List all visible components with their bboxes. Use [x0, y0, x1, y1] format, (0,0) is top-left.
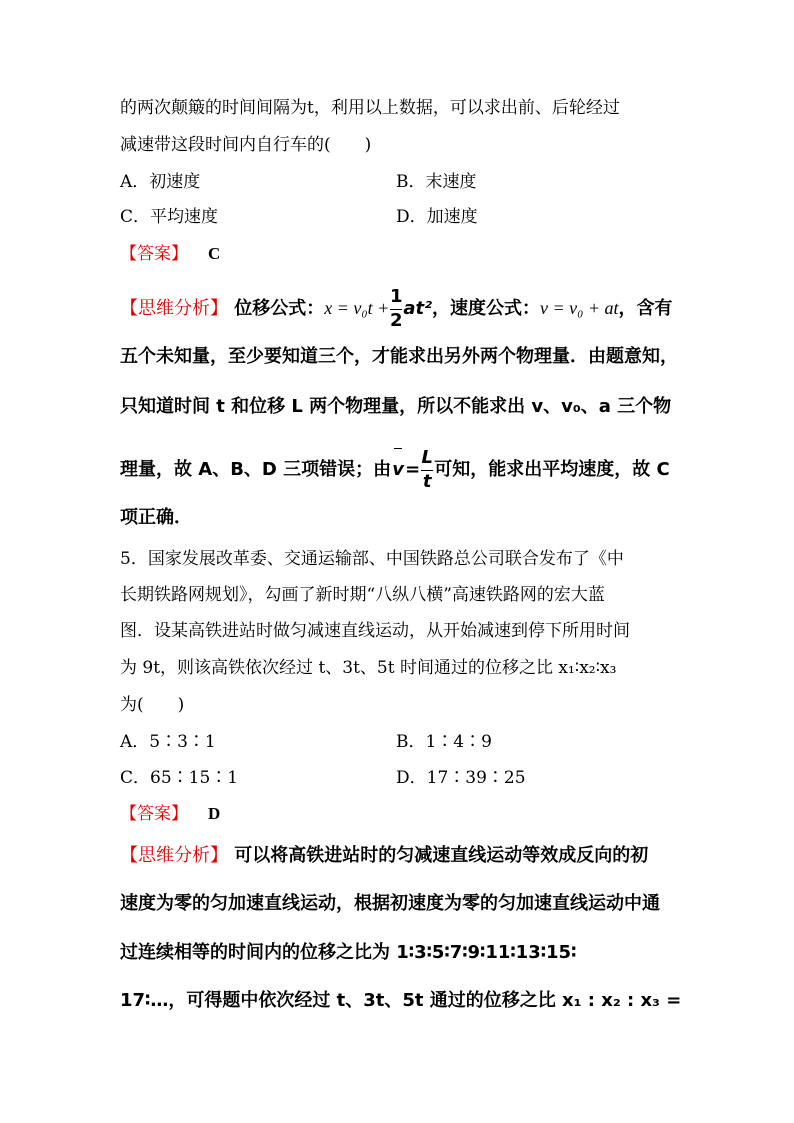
q4-analysis-line-2: 五个未知量，至少要知道三个，才能求出另外两个物理量．由题意知， [120, 346, 678, 367]
analysis-tag: 【思维分析】 [120, 845, 228, 866]
q5-stem-line-5: 为( ) [120, 695, 185, 715]
q4-analysis-line-1 [120, 287, 680, 331]
q5-option-d: D．17∶39∶25 [396, 768, 526, 788]
analysis-tag: 【思维分析】 [120, 298, 228, 319]
formula-at2: at² [403, 298, 432, 319]
formula-velocity: v = v₀ + at [539, 298, 619, 318]
q4-option-c: C．平均速度 [120, 207, 219, 227]
q5-stem-line-3: 图．设某高铁进站时做匀减速直线运动，从开始减速到停下所用时间 [120, 621, 630, 641]
answer-tag: 【答案】 [120, 244, 188, 264]
analysis-text: 位移公式： [234, 298, 325, 319]
q5-analysis-line-2: 速度为零的匀加速直线运动，根据初速度为零的匀加速直线运动中通 [120, 893, 660, 914]
q5-stem-line-2: 长期铁路网规划》，勾画了新时期“八纵八横”高速铁路网的宏大蓝 [120, 585, 605, 605]
q4-analysis-line-5: 项正确． [120, 507, 192, 528]
q4-stem-line-2: 减速带这段时间内自行车的( ) [120, 135, 372, 155]
q5-analysis-line-1: 【思维分析】 可以将高铁进站时的匀减速直线运动等效成反向的初 [120, 845, 649, 866]
q5-option-b: B．1∶4∶9 [396, 732, 492, 752]
q4-option-a: A．初速度 [120, 172, 201, 192]
q5-stem-line-1: 5．国家发展改革委、交通运输部、中国铁路总公司联合发布了《中 [120, 549, 624, 569]
q5-option-c: C．65∶15∶1 [120, 768, 239, 788]
answer-value: D [208, 804, 221, 823]
formula-displacement: x = v₀t + [324, 298, 390, 318]
fraction-one-half: $\frac{1}{2}$ [390, 286, 403, 331]
answer-tag: 【答案】 [120, 804, 188, 824]
q5-stem-line-4: 为 9t，则该高铁依次经过 t、3t、5t 时间通过的位移之比 x₁∶x₂∶x₃ [120, 658, 617, 678]
q5-analysis-line-4: 17∶…，可得题中依次经过 t、3t、5t 通过的位移之比 x₁ : x₂ : x₃ = [120, 990, 682, 1011]
q5-option-a: A．5∶3∶1 [120, 732, 216, 752]
q4-option-b: B．末速度 [396, 172, 477, 192]
fraction-l-over-t: $\frac{L}{t}$ [421, 447, 433, 492]
q4-analysis-line-3: 只知道时间 t 和位移 L 两个物理量，所以不能求出 v、v₀、a 三个物 [120, 396, 672, 417]
q4-option-d: D．加速度 [396, 207, 478, 227]
q4-stem-line-1: 的两次颠簸的时间间隔为t，利用以上数据，可以求出前、后轮经过 [120, 98, 620, 118]
q5-answer [120, 802, 680, 826]
analysis-text: ，速度公式： [431, 298, 540, 319]
analysis-text: ，含有 [618, 298, 673, 319]
q5-analysis-line-3: 过连续相等的时间内的位移之比为 1∶3∶5∶7∶9∶11∶13∶15∶ [120, 942, 577, 963]
mean-velocity-symbol: v [391, 458, 405, 482]
q4-answer [120, 242, 680, 266]
answer-value: C [208, 244, 221, 263]
q4-analysis-line-4: 理量，故 A、B、D 三项错误；由 v= $\frac{L}{t}$ 可知，能求出平均速度，故 C [120, 447, 670, 492]
